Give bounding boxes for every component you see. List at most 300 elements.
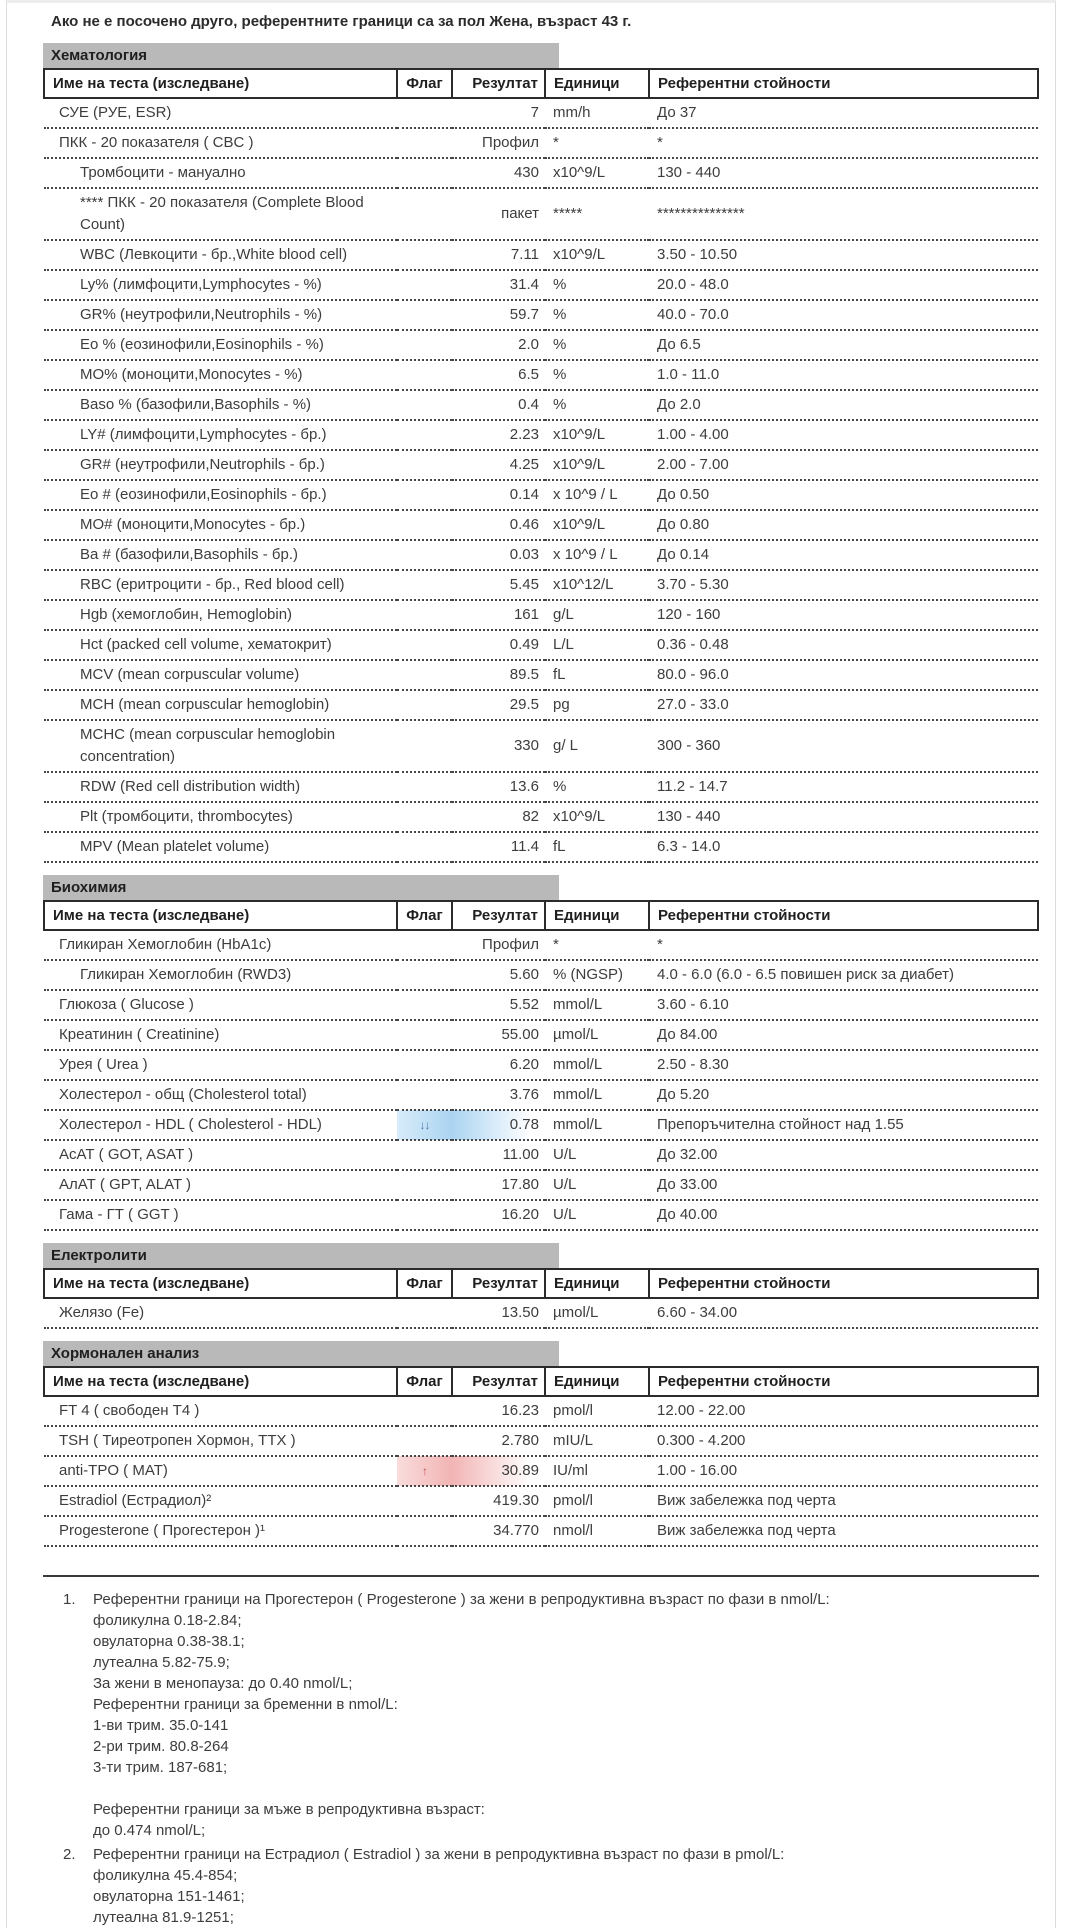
test-name-cell: Ly% (лимфоцити,Lymphocytes - %) xyxy=(80,276,322,293)
section-3 xyxy=(43,1243,1055,1329)
units-cell: µmol/L xyxy=(553,1026,599,1043)
reference-cell: До 2.0 xyxy=(657,396,701,413)
table-row xyxy=(44,360,1038,390)
reference-cell: 2.00 - 7.00 xyxy=(657,456,729,473)
result-cell: 0.14 xyxy=(509,486,539,503)
reference-cell: * xyxy=(657,134,663,151)
flag-cell xyxy=(397,1456,452,1486)
units-cell: x10^9/L xyxy=(553,426,606,443)
reference-cell: До 0.14 xyxy=(657,546,710,563)
reference-cell: 2.50 - 8.30 xyxy=(657,1056,729,1073)
flag-cell xyxy=(397,1020,452,1050)
flag-cell xyxy=(397,802,452,832)
result-cell: 0.4 xyxy=(518,396,539,413)
test-name-cell: MCH (mean corpuscular hemoglobin) xyxy=(80,696,330,713)
reference-disclaimer: Ако не е посочено друго, референтните граници са за пол Жена, възраст 43 г. xyxy=(51,13,632,30)
result-cell: 13.6 xyxy=(509,778,539,795)
table-row xyxy=(44,450,1038,480)
units-cell: fL xyxy=(553,666,566,683)
result-cell: 3.76 xyxy=(509,1086,539,1103)
table-row xyxy=(44,1050,1038,1080)
lab-report-page xyxy=(6,0,1056,1928)
flag-cell xyxy=(397,772,452,802)
units-cell: U/L xyxy=(553,1176,577,1193)
flag-cell xyxy=(397,600,452,630)
footnote-line: Референтни граници за мъже в репродуктивна възраст: xyxy=(93,1801,485,1818)
result-cell: 16.23 xyxy=(501,1402,539,1419)
table-row xyxy=(44,1486,1038,1516)
reference-cell: 4.0 - 6.0 (6.0 - 6.5 повишен риск за диабет) xyxy=(657,966,954,983)
test-name-cell: MO# (моноцити,Monocytes - бр.) xyxy=(80,516,306,533)
result-cell: 55.00 xyxy=(501,1026,539,1043)
results-table xyxy=(43,1268,1039,1329)
footnote-line: овулаторна 151-1461; xyxy=(93,1888,245,1905)
reference-cell: 0.300 - 4.200 xyxy=(657,1432,746,1449)
footnote-line: 1-ви трим. 35.0-141 xyxy=(93,1717,229,1734)
footnote-item xyxy=(63,1589,1055,1841)
result-cell: 161 xyxy=(513,606,539,623)
flag-cell xyxy=(397,1426,452,1456)
result-cell: 4.25 xyxy=(509,456,539,473)
section-2 xyxy=(43,875,1055,1231)
table-header-row xyxy=(44,69,1038,98)
reference-cell: 0.36 - 0.48 xyxy=(657,636,729,653)
result-cell: 6.20 xyxy=(509,1056,539,1073)
flag-cell xyxy=(397,510,452,540)
column-header-name: Име на теста (изследване) xyxy=(44,1367,397,1396)
footnote-divider xyxy=(43,1575,1039,1577)
column-header-flag: Флаг xyxy=(397,69,452,98)
test-name-cell: MPV (Mean platelet volume) xyxy=(80,838,270,855)
result-cell: пакет xyxy=(501,205,539,222)
flag-cell xyxy=(397,540,452,570)
table-row xyxy=(44,300,1038,330)
units-cell: * xyxy=(553,134,559,151)
result-cell: 330 xyxy=(513,737,539,754)
units-cell: IU/ml xyxy=(553,1462,588,1479)
result-cell: 5.52 xyxy=(509,996,539,1013)
test-name-cell: LY# (лимфоцити,Lymphocytes - бр.) xyxy=(80,426,327,443)
units-cell: % xyxy=(553,778,567,795)
column-header-reference: Референтни стойности xyxy=(649,1269,1038,1298)
test-name-cell: Ba # (базофили,Basophils - бр.) xyxy=(80,546,298,563)
column-header-result: Резултат xyxy=(452,901,545,930)
result-cell: 0.03 xyxy=(509,546,539,563)
units-cell: µmol/L xyxy=(553,1304,599,1321)
flag-cell xyxy=(397,480,452,510)
table-row xyxy=(44,1140,1038,1170)
units-cell: % xyxy=(553,366,567,383)
footnote-line: овулаторна 0.38-38.1; xyxy=(93,1633,245,1650)
column-header-reference: Референтни стойности xyxy=(649,69,1038,98)
flag-cell xyxy=(397,1170,452,1200)
test-name-cell: ПКК - 20 показателя ( CBC ) xyxy=(59,134,254,151)
footnote-line: 2-ри трим. 80.8-264 xyxy=(93,1738,229,1755)
result-cell: 29.5 xyxy=(509,696,539,713)
result-cell: 6.5 xyxy=(518,366,539,383)
flag-cell xyxy=(397,990,452,1020)
flag-cell xyxy=(397,660,452,690)
units-cell: mmol/L xyxy=(553,1086,603,1103)
result-cell: 59.7 xyxy=(509,306,539,323)
result-cell: 30.89 xyxy=(452,1456,545,1486)
section-4 xyxy=(43,1341,1055,1547)
test-name-cell: anti-TPO ( MAT) xyxy=(59,1462,168,1479)
units-cell: x 10^9 / L xyxy=(553,546,618,563)
reference-cell: * xyxy=(657,936,663,953)
units-cell: % xyxy=(553,306,567,323)
footnote-number: 1. xyxy=(63,1591,76,1608)
reference-cell: 1.0 - 11.0 xyxy=(657,366,720,383)
table-row xyxy=(44,128,1038,158)
flag-cell xyxy=(397,1298,452,1328)
test-name-cell: Креатинин ( Creatinine) xyxy=(59,1026,220,1043)
column-header-units: Единици xyxy=(545,69,649,98)
flag-cell xyxy=(397,1200,452,1230)
table-row xyxy=(44,570,1038,600)
column-header-name: Име на теста (изследване) xyxy=(44,901,397,930)
section-header: Електролити xyxy=(43,1243,559,1268)
flag-cell xyxy=(397,240,452,270)
reference-cell: До 84.00 xyxy=(657,1026,718,1043)
units-cell: g/ L xyxy=(553,737,579,754)
column-header-name: Име на теста (изследване) xyxy=(44,69,397,98)
column-header-flag: Флаг xyxy=(397,1367,452,1396)
table-row xyxy=(44,188,1038,240)
flag-cell xyxy=(397,1080,452,1110)
test-name-cell: Hgb (хемоглобин, Hemoglobin) xyxy=(80,606,293,623)
table-row xyxy=(44,1200,1038,1230)
test-name-cell: FT 4 ( свободен Т4 ) xyxy=(59,1402,200,1419)
reference-cell: До 32.00 xyxy=(657,1146,718,1163)
table-row xyxy=(44,802,1038,832)
result-cell: 82 xyxy=(522,808,539,825)
reference-cell: *************** xyxy=(657,205,745,222)
reference-cell: До 33.00 xyxy=(657,1176,718,1193)
high-value-flag-icon: ↑ xyxy=(422,1464,427,1478)
flag-cell xyxy=(397,832,452,862)
flag-cell xyxy=(397,960,452,990)
column-header-result: Резултат xyxy=(452,69,545,98)
table-row xyxy=(44,1516,1038,1546)
reference-cell: Виж забележка под черта xyxy=(657,1492,836,1509)
flag-cell xyxy=(397,930,452,960)
reference-cell: 3.60 - 6.10 xyxy=(657,996,729,1013)
units-cell: mmol/L xyxy=(553,1116,603,1133)
table-row xyxy=(44,772,1038,802)
table-row xyxy=(44,510,1038,540)
table-row xyxy=(44,480,1038,510)
flag-cell xyxy=(397,690,452,720)
section-header: Хормонален анализ xyxy=(43,1341,559,1366)
units-cell: mmol/L xyxy=(553,996,603,1013)
table-row xyxy=(44,630,1038,660)
result-cell: 89.5 xyxy=(509,666,539,683)
table-row xyxy=(44,158,1038,188)
column-header-result: Резултат xyxy=(452,1367,545,1396)
flag-cell xyxy=(397,570,452,600)
test-name-cell: Гликиран Хемоглобин (RWD3) xyxy=(80,966,292,983)
flag-cell xyxy=(397,1140,452,1170)
test-name-cell: Eo % (еозинофили,Eosinophils - %) xyxy=(80,336,324,353)
reference-cell: 80.0 - 96.0 xyxy=(657,666,729,683)
table-row xyxy=(44,1426,1038,1456)
flag-cell xyxy=(397,360,452,390)
result-cell: 5.45 xyxy=(509,576,539,593)
flag-cell xyxy=(397,128,452,158)
results-table xyxy=(43,1366,1039,1547)
test-name-cell: Hct (packed cell volume, хематокрит) xyxy=(80,636,332,653)
result-cell: 0.46 xyxy=(509,516,539,533)
flag-cell xyxy=(397,1110,452,1140)
reference-cell: 27.0 - 33.0 xyxy=(657,696,729,713)
footnote-line: Референтни граници за бременни в nmol/L: xyxy=(93,1696,398,1713)
test-name-cell: MCHC (mean corpuscular hemoglobin concentration) xyxy=(80,726,336,765)
units-cell: x10^9/L xyxy=(553,246,606,263)
table-row xyxy=(44,990,1038,1020)
table-row xyxy=(44,720,1038,772)
footnote-line: 3-ти трим. 187-681; xyxy=(93,1759,228,1776)
reference-cell: 12.00 - 22.00 xyxy=(657,1402,746,1419)
result-cell: 5.60 xyxy=(509,966,539,983)
result-cell: 17.80 xyxy=(501,1176,539,1193)
flag-cell xyxy=(397,98,452,128)
table-row xyxy=(44,600,1038,630)
reference-cell: 3.70 - 5.30 xyxy=(657,576,729,593)
units-cell: L/L xyxy=(553,636,574,653)
reference-cell: Виж забележка под черта xyxy=(657,1522,836,1539)
test-name-cell: Глюкоза ( Glucose ) xyxy=(59,996,194,1013)
column-header-flag: Флаг xyxy=(397,1269,452,1298)
reference-cell: 120 - 160 xyxy=(657,606,721,623)
reference-cell: 1.00 - 16.00 xyxy=(657,1462,738,1479)
table-row xyxy=(44,540,1038,570)
table-row xyxy=(44,270,1038,300)
footnote-line: Референтни граници на Естрадиол ( Estradiol ) за жени в репродуктивна възраст по фази в pmol/L: xyxy=(93,1846,785,1863)
units-cell: nmol/l xyxy=(553,1522,594,1539)
column-header-result: Резултат xyxy=(452,1269,545,1298)
units-cell: x 10^9 / L xyxy=(553,486,618,503)
column-header-units: Единици xyxy=(545,1269,649,1298)
result-cell: 13.50 xyxy=(501,1304,539,1321)
test-name-cell: Estradiol (Естрадиол)² xyxy=(59,1492,212,1509)
units-cell: ***** xyxy=(553,205,583,222)
units-cell: % (NGSP) xyxy=(553,966,624,983)
units-cell: * xyxy=(553,936,559,953)
test-name-cell: Progesterone ( Прогестерон )¹ xyxy=(59,1522,266,1539)
test-name-cell: RBC (еритроцити - бр., Red blood cell) xyxy=(80,576,345,593)
footnote-list xyxy=(43,1589,1055,1928)
test-name-cell: TSH ( Тиреотропен Хормон, ТТХ ) xyxy=(59,1432,296,1449)
column-header-flag: Флаг xyxy=(397,901,452,930)
reference-cell: 130 - 440 xyxy=(657,808,721,825)
table-row xyxy=(44,832,1038,862)
table-header-row xyxy=(44,901,1038,930)
test-name-cell: Желязо (Fe) xyxy=(59,1304,145,1321)
flag-cell xyxy=(397,270,452,300)
result-cell: 11.4 xyxy=(510,838,539,855)
column-header-units: Единици xyxy=(545,901,649,930)
units-cell: pmol/l xyxy=(553,1402,594,1419)
test-name-cell: MO% (моноцити,Monocytes - %) xyxy=(80,366,303,383)
units-cell: pg xyxy=(553,696,570,713)
results-table xyxy=(43,68,1039,863)
reference-cell: 20.0 - 48.0 xyxy=(657,276,729,293)
reference-cell: 6.3 - 14.0 xyxy=(657,838,721,855)
footnote-line: лутеална 81.9-1251; xyxy=(93,1909,234,1926)
footnote-line: лутеална 5.82-75.9; xyxy=(93,1654,230,1671)
reference-cell: До 0.50 xyxy=(657,486,710,503)
units-cell: g/L xyxy=(553,606,574,623)
reference-cell: 11.2 - 14.7 xyxy=(657,778,728,795)
column-header-reference: Референтни стойности xyxy=(649,1367,1038,1396)
reference-cell: До 6.5 xyxy=(657,336,701,353)
report-sections xyxy=(43,43,1055,1547)
units-cell: mIU/L xyxy=(553,1432,594,1449)
footnote-line: фоликулна 0.18-2.84; xyxy=(93,1612,242,1629)
result-cell: 7 xyxy=(530,104,539,121)
flag-cell xyxy=(397,1396,452,1426)
flag-cell xyxy=(397,630,452,660)
test-name-cell: Холестерол - общ (Cholesterol total) xyxy=(59,1086,307,1103)
reference-cell: 130 - 440 xyxy=(657,164,721,181)
table-row xyxy=(44,330,1038,360)
units-cell: mmol/L xyxy=(553,1056,603,1073)
test-name-cell: Урея ( Urea ) xyxy=(59,1056,148,1073)
table-header-row xyxy=(44,1367,1038,1396)
footnote-line: Референтни граници на Прогестерон ( Progesterone ) за жени в репродуктивна възраст по фази в nmol/L: xyxy=(93,1591,830,1608)
test-name-cell: Тромбоцити - мануално xyxy=(80,164,246,181)
reference-cell: До 37 xyxy=(657,104,697,121)
flag-cell xyxy=(397,420,452,450)
units-cell: x10^9/L xyxy=(553,456,606,473)
units-cell: % xyxy=(553,396,567,413)
table-row xyxy=(44,1110,1038,1140)
units-cell: pmol/l xyxy=(553,1492,594,1509)
test-name-cell: MCV (mean corpuscular volume) xyxy=(80,666,300,683)
units-cell: mm/h xyxy=(553,104,591,121)
reference-cell: 40.0 - 70.0 xyxy=(657,306,729,323)
result-cell: Профил xyxy=(482,134,539,151)
table-row xyxy=(44,660,1038,690)
column-header-units: Единици xyxy=(545,1367,649,1396)
table-row xyxy=(44,390,1038,420)
flag-cell xyxy=(397,1050,452,1080)
units-cell: % xyxy=(553,276,567,293)
units-cell: x10^9/L xyxy=(553,164,606,181)
test-name-cell: Baso % (базофили,Basophils - %) xyxy=(80,396,312,413)
result-cell: 0.49 xyxy=(509,636,539,653)
reference-cell: 6.60 - 34.00 xyxy=(657,1304,738,1321)
units-cell: x10^9/L xyxy=(553,516,606,533)
flag-cell xyxy=(397,1486,452,1516)
reference-cell: 3.50 - 10.50 xyxy=(657,246,738,263)
test-name-cell: GR# (неутрофили,Neutrophils - бр.) xyxy=(80,456,325,473)
reference-cell: До 0.80 xyxy=(657,516,710,533)
table-row xyxy=(44,930,1038,960)
table-row xyxy=(44,1170,1038,1200)
result-cell: 16.20 xyxy=(501,1206,539,1223)
reference-cell: Препоръчителна стойност над 1.55 xyxy=(657,1116,904,1133)
table-row xyxy=(44,960,1038,990)
footnote-line xyxy=(93,1778,1055,1799)
units-cell: U/L xyxy=(553,1146,577,1163)
reference-cell: До 40.00 xyxy=(657,1206,718,1223)
test-name-cell: СУЕ (РУЕ, ESR) xyxy=(59,104,172,121)
flag-cell xyxy=(397,720,452,772)
results-table xyxy=(43,900,1039,1231)
footnote-text xyxy=(93,1844,1055,1928)
test-name-cell: Гликиран Хемоглобин (HbA1c) xyxy=(59,936,272,953)
flag-cell xyxy=(397,450,452,480)
flag-cell xyxy=(397,158,452,188)
table-header-row xyxy=(44,1269,1038,1298)
flag-cell xyxy=(397,300,452,330)
table-row xyxy=(44,1080,1038,1110)
flag-cell xyxy=(397,188,452,240)
table-row xyxy=(44,240,1038,270)
reference-cell: 300 - 360 xyxy=(657,737,721,754)
column-header-reference: Референтни стойности xyxy=(649,901,1038,930)
flag-cell xyxy=(397,1516,452,1546)
footnote-line: За жени в менопауза: до 0.40 nmol/L; xyxy=(93,1675,353,1692)
section-1 xyxy=(43,43,1055,863)
test-name-cell: Plt (тромбоцити, thrombocytes) xyxy=(80,808,293,825)
test-name-cell: GR% (неутрофили,Neutrophils - %) xyxy=(80,306,323,323)
units-cell: fL xyxy=(553,838,566,855)
reference-cell: 1.00 - 4.00 xyxy=(657,426,729,443)
flag-cell xyxy=(397,390,452,420)
result-cell: 11.00 xyxy=(502,1146,539,1163)
units-cell: x10^12/L xyxy=(553,576,614,593)
test-name-cell: **** ПКК - 20 показателя (Complete Blood Count) xyxy=(80,194,364,233)
footnote-text xyxy=(93,1589,1055,1841)
result-cell: 2.23 xyxy=(509,426,539,443)
table-row xyxy=(44,1396,1038,1426)
table-row xyxy=(44,420,1038,450)
column-header-name: Име на теста (изследване) xyxy=(44,1269,397,1298)
table-row xyxy=(44,1020,1038,1050)
result-cell: 2.0 xyxy=(518,336,539,353)
test-name-cell: Гама - ГТ ( GGT ) xyxy=(59,1206,179,1223)
section-header: Биохимия xyxy=(43,875,559,900)
table-row xyxy=(44,1298,1038,1328)
result-cell: 34.770 xyxy=(493,1522,539,1539)
result-cell: 419.30 xyxy=(493,1492,539,1509)
flag-cell xyxy=(397,330,452,360)
footnote-item xyxy=(63,1844,1055,1928)
table-row xyxy=(44,690,1038,720)
test-name-cell: Холестерол - HDL ( Cholesterol - HDL) xyxy=(59,1116,322,1133)
section-header: Хематология xyxy=(43,43,559,68)
table-row xyxy=(44,1456,1038,1486)
footnote-line: фоликулна 45.4-854; xyxy=(93,1867,238,1884)
low-value-flag-icon: ↓↓ xyxy=(419,1118,430,1132)
result-cell: 0.78 xyxy=(452,1110,545,1140)
result-cell: 430 xyxy=(513,164,539,181)
units-cell: x10^9/L xyxy=(553,808,606,825)
result-cell: 7.11 xyxy=(510,246,539,263)
test-name-cell: RDW (Red cell distribution width) xyxy=(80,778,301,795)
result-cell: 2.780 xyxy=(501,1432,539,1449)
test-name-cell: WBC (Левкоцити - бр.,White blood cell) xyxy=(80,246,348,263)
table-row xyxy=(44,98,1038,128)
units-cell: % xyxy=(553,336,567,353)
reference-cell: До 5.20 xyxy=(657,1086,710,1103)
footnote-line: до 0.474 nmol/L; xyxy=(93,1822,206,1839)
test-name-cell: АсАТ ( GOT, ASAT ) xyxy=(59,1146,194,1163)
result-cell: Профил xyxy=(482,936,539,953)
